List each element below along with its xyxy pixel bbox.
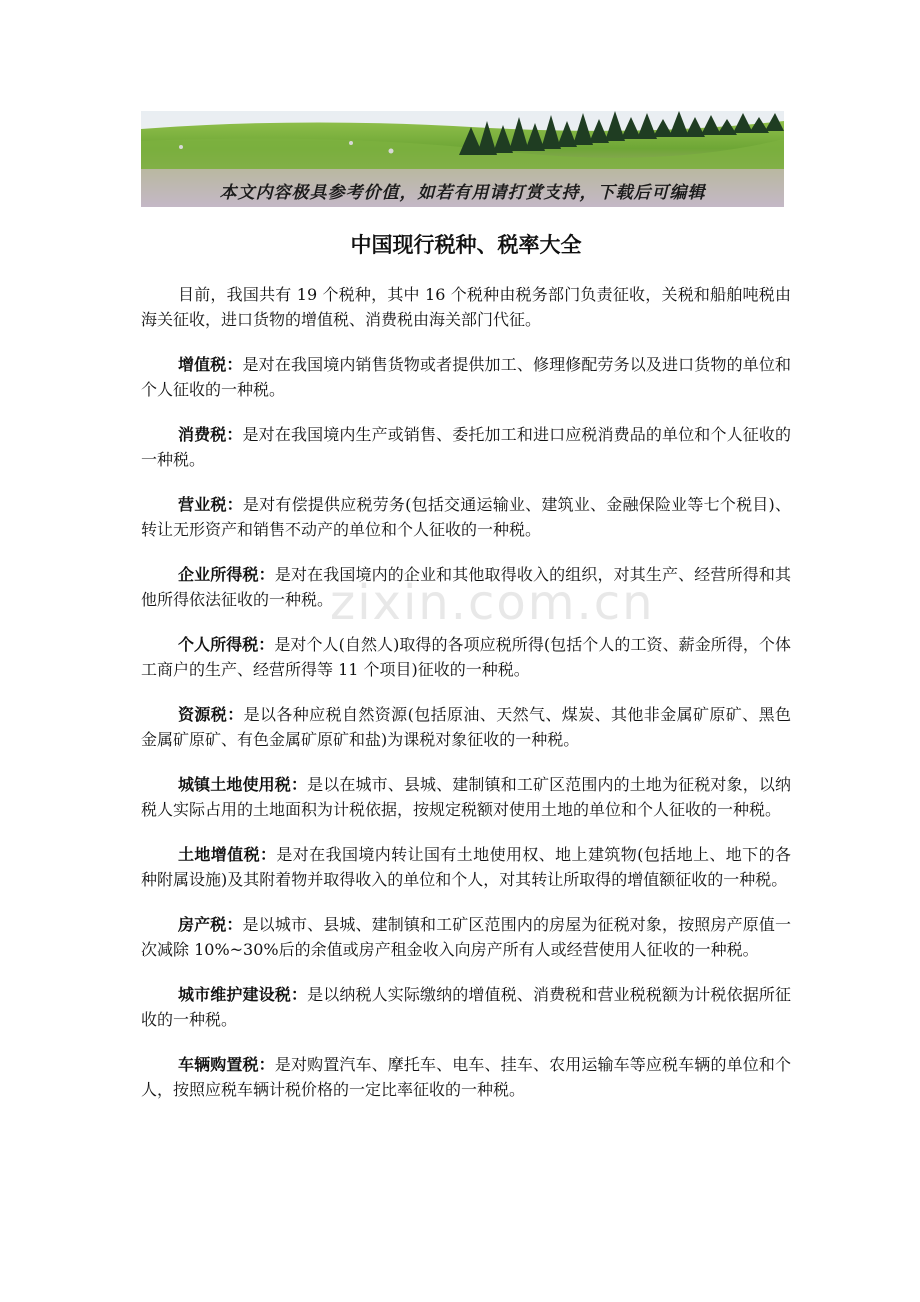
tax-term: 房产税： [178,915,243,934]
tax-description: 是对在我国境内转让国有土地使用权、地上建筑物(包括地上、地下的各种附属设施)及其附着物并取得收入的单位和个人，对其转让所取得的增值额征收的一种税。 [141,845,791,889]
tax-term: 企业所得税： [178,565,275,584]
tax-description: 是以纳税人实际缴纳的增值税、消费税和营业税税额为计税依据所征收的一种税。 [141,985,791,1029]
banner-image [141,111,784,207]
tax-item-property [141,913,791,962]
tax-term: 消费税： [178,425,243,444]
tax-item-business [141,493,791,542]
tax-term: 车辆购置税： [178,1055,275,1074]
tax-description: 是对在我国境内销售货物或者提供加工、修理修配劳务以及进口货物的单位和个人征收的一种税。 [141,355,791,399]
tax-description: 是以各种应税自然资源(包括原油、天然气、煤炭、其他非金属矿原矿、黑色金属矿原矿、有色金属矿原矿和盐)为课税对象征收的一种税。 [141,705,791,749]
tax-item-land-appreciation [141,843,791,892]
watermark-text: zixin.com.cn [330,575,655,631]
tax-item-vehicle-purchase [141,1053,791,1102]
tax-item-resource [141,703,791,752]
tax-term: 城镇土地使用税： [178,775,308,794]
tax-term: 增值税： [178,355,243,374]
tax-item-consumption [141,423,791,472]
tax-description: 是对个人(自然人)取得的各项应税所得(包括个人的工资、薪金所得，个体工商户的生产、经营所得等 11 个项目)征收的一种税。 [141,635,791,679]
tax-item-personal-income [141,633,791,682]
tax-description: 是对购置汽车、摩托车、电车、挂车、农用运输车等应税车辆的单位和个人，按照应税车辆计税价格的一定比率征收的一种税。 [141,1055,791,1099]
tax-item-urban-land-use [141,773,791,822]
document-title: 中国现行税种、税率大全 [350,233,582,257]
tax-term: 营业税： [178,495,243,514]
tax-description: 是以城市、县城、建制镇和工矿区范围内的房屋为征税对象，按照房产原值一次减除 10%~30%后的余值或房产租金收入向房产所有人或经营使用人征收的一种税。 [141,915,791,959]
tax-item-urban-maintenance [141,983,791,1032]
tax-description: 是对有偿提供应税劳务(包括交通运输业、建筑业、金融保险业等七个税目)、转让无形资产和销售不动产的单位和个人征收的一种税。 [141,495,791,539]
tax-term: 资源税： [178,705,244,724]
tax-term: 土地增值税： [178,845,277,864]
banner-caption: 本文内容极具参考价值，如若有用请打赏支持，下载后可编辑 [219,183,706,203]
tax-description: 是对在我国境内的企业和其他取得收入的组织，对其生产、经营所得和其他所得依法征收的一种税。 [141,565,791,609]
tax-item-vat [141,353,791,402]
document-body [141,229,791,1123]
tax-term: 个人所得税： [178,635,275,654]
tax-item-enterprise-income [141,563,791,612]
tax-term: 城市维护建设税： [178,985,308,1004]
tax-description: 是对在我国境内生产或销售、委托加工和进口应税消费品的单位和个人征收的一种税。 [141,425,791,469]
tax-description: 是以在城市、县城、建制镇和工矿区范围内的土地为征税对象，以纳税人实际占用的土地面积为计税依据，按规定税额对使用土地的单位和个人征收的一种税。 [141,775,791,819]
intro-paragraph: 目前，我国共有 19 个税种，其中 16 个税种由税务部门负责征收，关税和船舶吨税由海关征收，进口货物的增值税、消费税由海关部门代征。 [141,285,791,329]
